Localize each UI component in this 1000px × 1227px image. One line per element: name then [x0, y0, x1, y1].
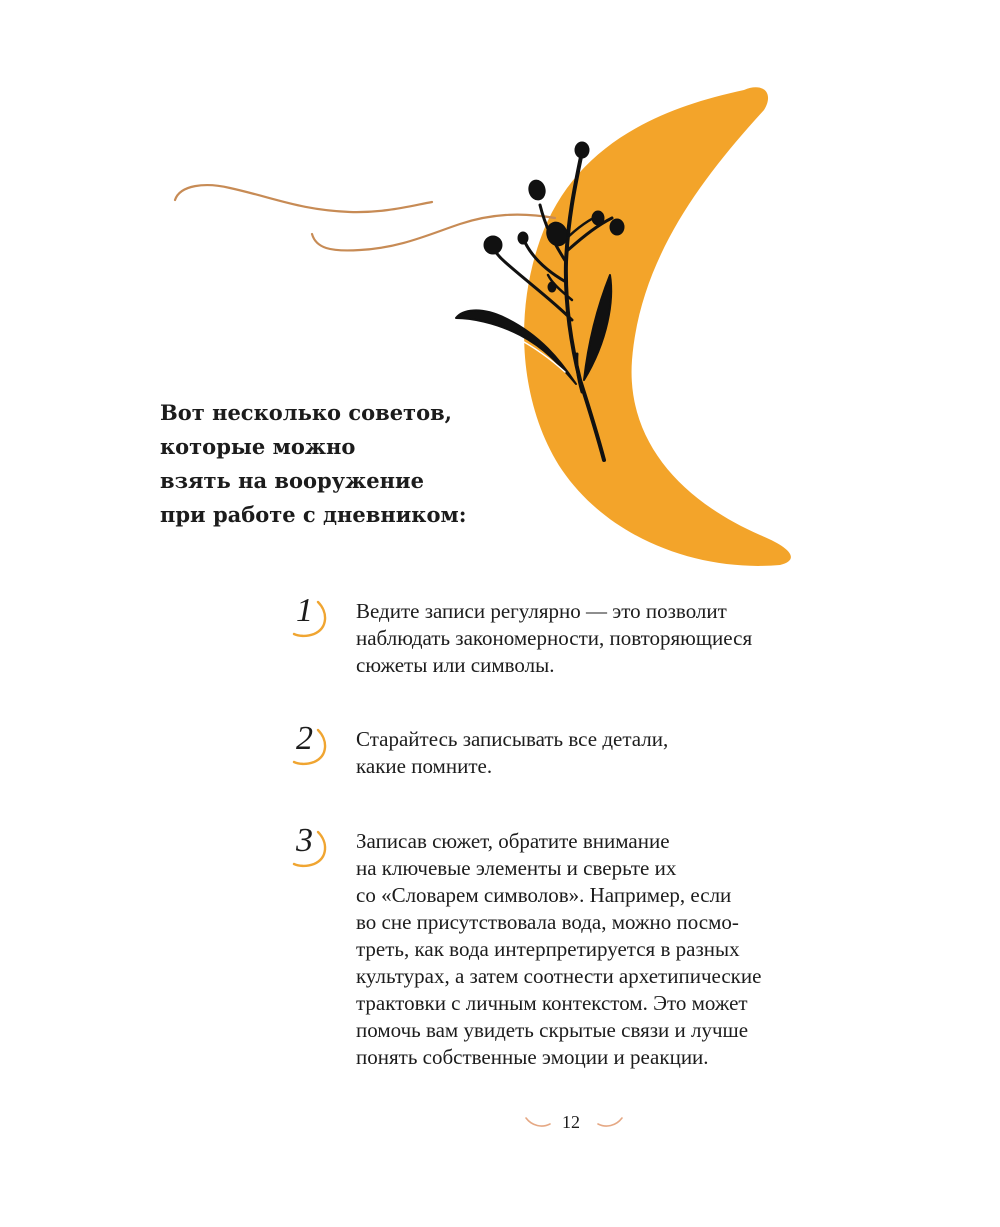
tips-heading	[160, 396, 520, 532]
tip-text-line: культурах, а затем соотнести архетипические	[356, 964, 762, 988]
tip-text-line: Записав сюжет, обратите внимание	[356, 829, 670, 853]
tip-number-badge	[290, 822, 340, 878]
tip-text-line: помочь вам увидеть скрытые связи и лучше	[356, 1018, 749, 1042]
tip-text-line: наблюдать закономерности, повторяющиеся	[356, 626, 753, 650]
tip-text-line: понять собственные эмоции и реакции.	[356, 1045, 709, 1069]
tip-text-line: трактовки с личным контекстом. Это может	[356, 991, 748, 1015]
heading-line: Вот несколько советов,	[160, 400, 452, 425]
tip-text-line: во сне присутствовала вода, можно посмо-	[356, 910, 739, 934]
wind-line-bottom-icon	[312, 215, 555, 251]
wind-line-top-icon	[175, 185, 432, 212]
heading-line: взять на вооружение	[160, 468, 424, 493]
tip-text-line: Ведите записи регулярно — это позволит	[356, 599, 727, 623]
page-number: 12	[562, 1112, 580, 1132]
tip-text-line: какие помните.	[356, 754, 493, 778]
heading-line: которые можно	[160, 434, 356, 459]
tip-number: 2	[296, 720, 313, 757]
crescent-moon-icon	[524, 87, 791, 566]
tip-text-line: Старайтесь записывать все детали,	[356, 727, 669, 751]
tip-text	[356, 726, 796, 780]
heading-line: при работе с дневником:	[160, 502, 467, 527]
page-footer	[520, 1108, 630, 1138]
tip-number-badge	[290, 592, 340, 648]
tip-text	[356, 598, 796, 679]
tip-text-line: треть, как вода интерпретируется в разных	[356, 937, 740, 961]
tip-text-line: сюжеты или символы.	[356, 653, 555, 677]
tip-text-line: со «Словарем символов». Например, если	[356, 883, 732, 907]
tip-text	[356, 828, 796, 1071]
tip-number: 3	[296, 822, 313, 859]
tip-text-line: на ключевые элементы и сверьте их	[356, 856, 677, 880]
tip-number: 1	[296, 592, 313, 629]
tip-number-badge	[290, 720, 340, 776]
